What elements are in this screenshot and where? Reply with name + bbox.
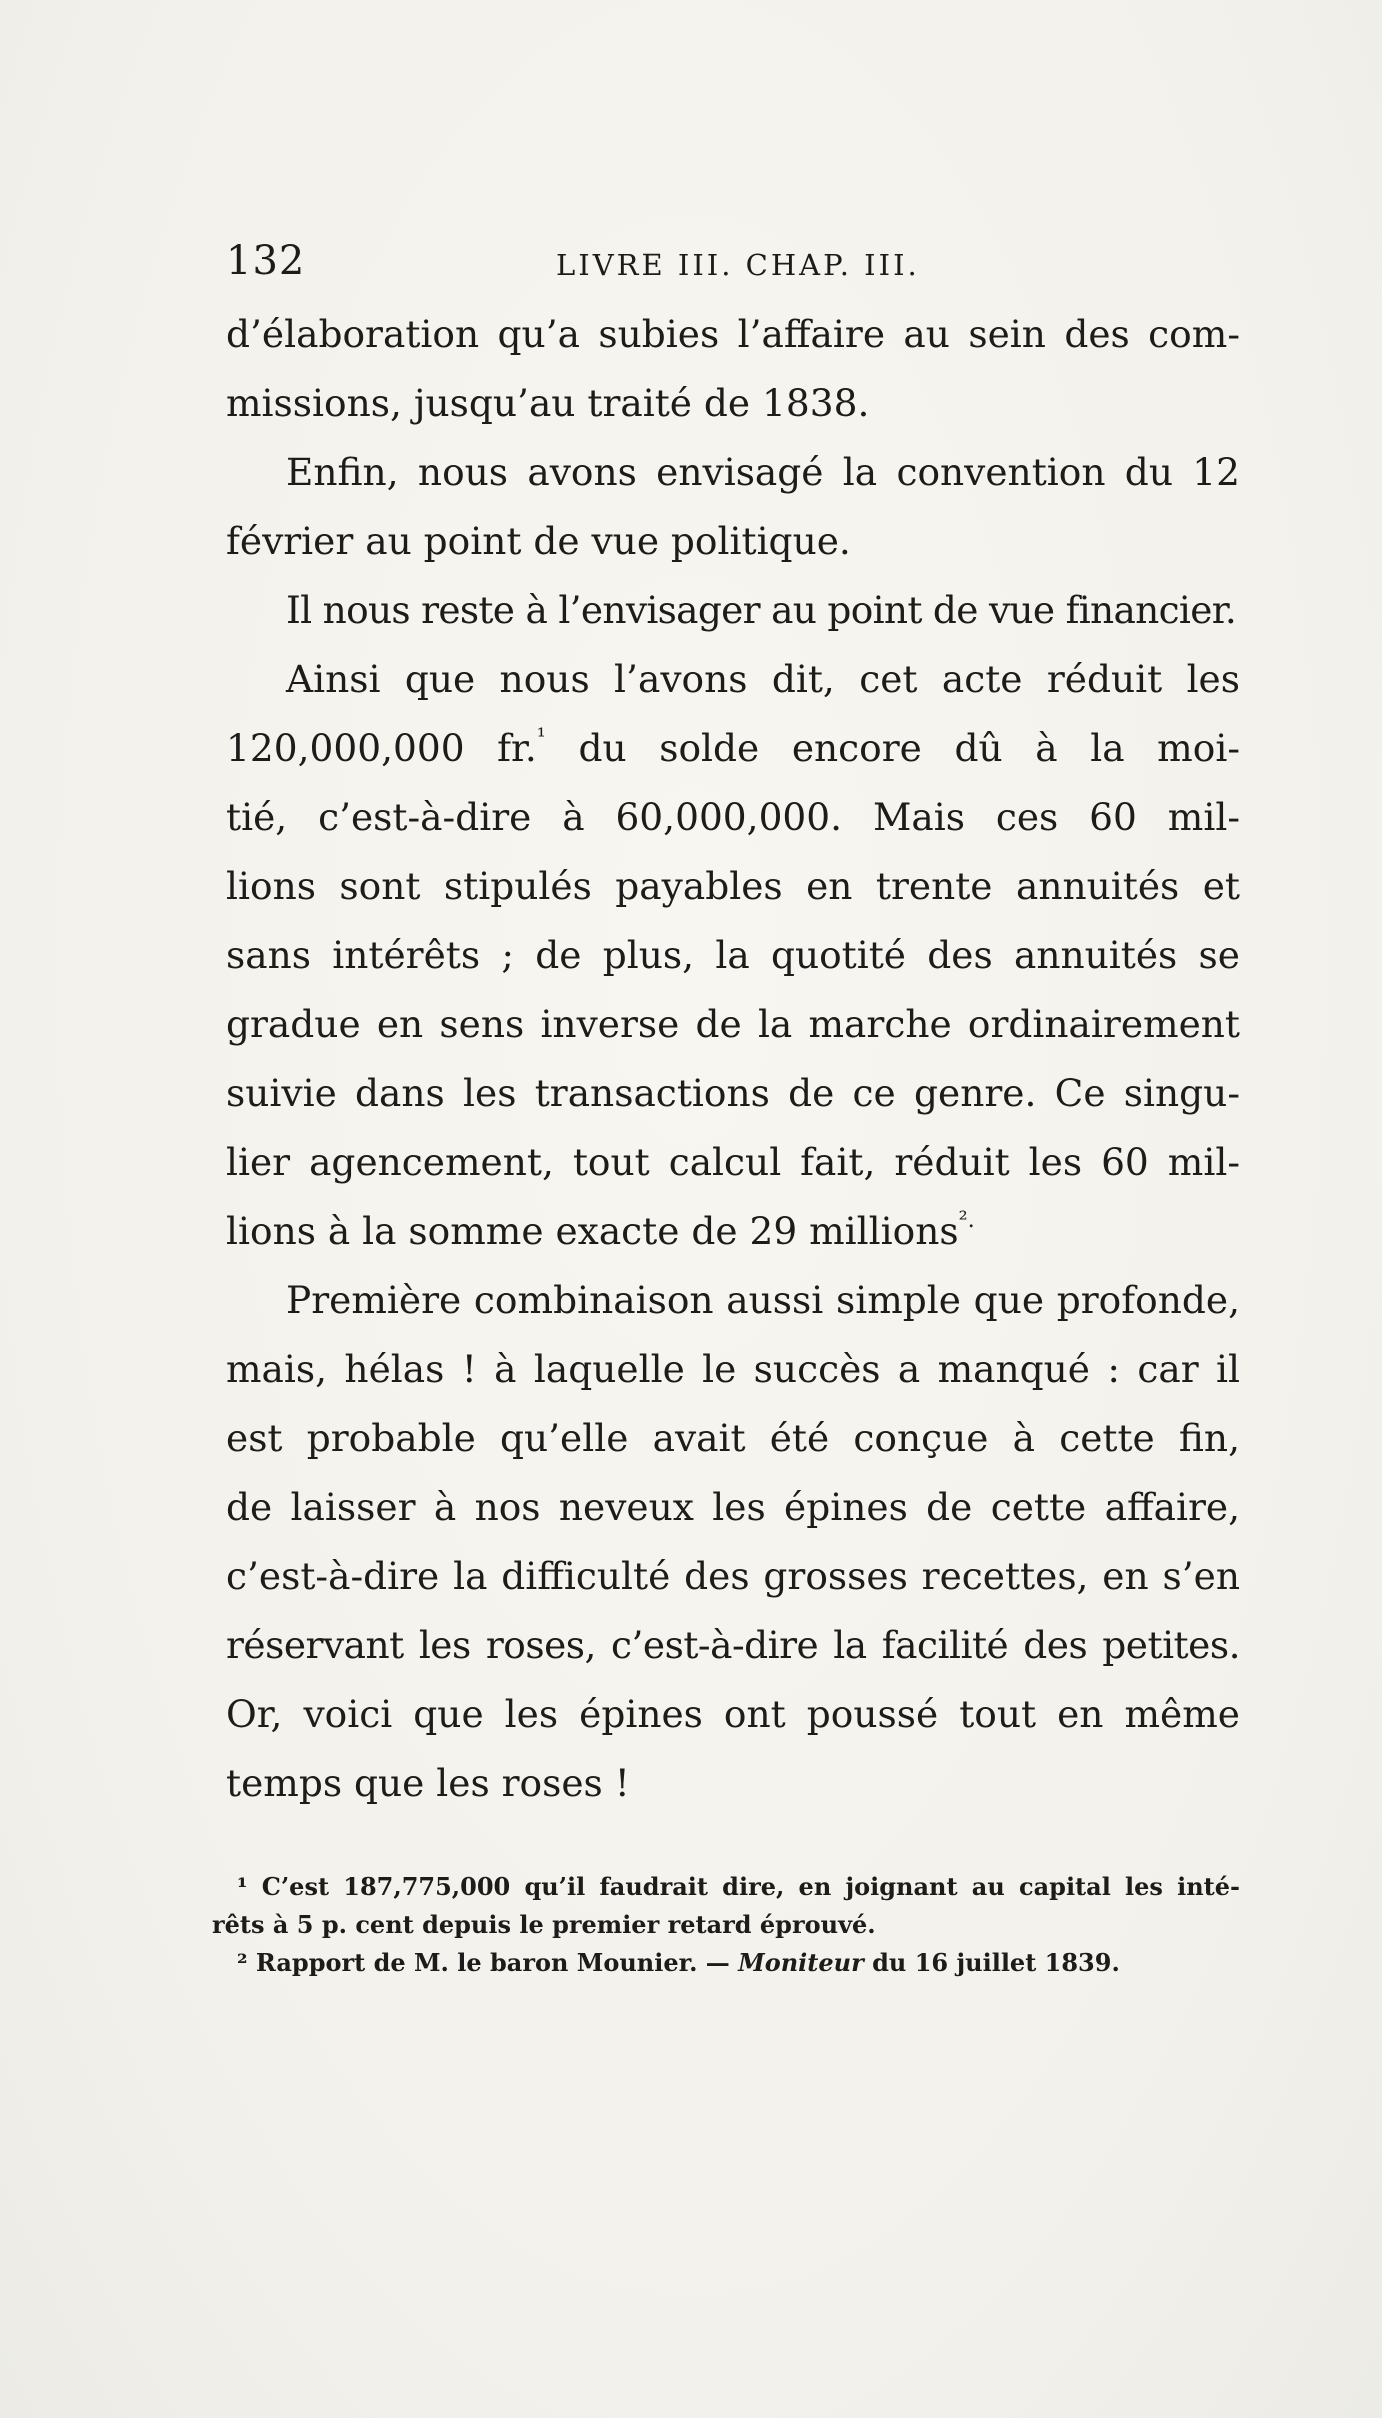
text-segment: lions à la somme exacte de 29 millions <box>226 1209 959 1253</box>
footnote-ref-1: ¹ <box>536 724 546 751</box>
text-line: lions sont stipulés payables en trente annuités et <box>226 864 1240 908</box>
text-line: Première combinaison aussi simple que profonde, <box>286 1278 1240 1322</box>
text-line: est probable qu’elle avait été conçue à cette fin, <box>226 1416 1240 1460</box>
body-text <box>226 300 1240 1818</box>
text-segment: 120,000,000 fr. <box>226 726 537 770</box>
text-line: temps que les roses ! <box>226 1761 630 1805</box>
text-line <box>226 1197 1240 1266</box>
text-line: février au point de vue politique. <box>226 519 851 563</box>
text-line: Ainsi que nous l’avons dit, cet acte réduit les <box>286 657 1240 701</box>
running-title: LIVRE III. CHAP. III. <box>556 248 920 282</box>
text-line: lier agencement, tout calcul fait, réduit les 60 mil- <box>226 1140 1240 1184</box>
text-line: missions, jusqu’au traité de 1838. <box>226 381 870 425</box>
text-line: mais, hélas ! à laquelle le succès a manqué : car il <box>226 1347 1240 1391</box>
footnote-2-journal: Moniteur <box>738 1948 864 1977</box>
page-number: 132 <box>226 238 306 284</box>
footnotes <box>212 1868 1240 1982</box>
text-line <box>226 714 1240 783</box>
text-line: Enfin, nous avons envisagé la convention du 12 <box>286 450 1240 494</box>
text-line: tié, c’est-à-dire à 60,000,000. Mais ces 60 mil- <box>226 795 1240 839</box>
footnote-1-line: rêts à 5 p. cent depuis le premier retard éprouvé. <box>212 1910 876 1939</box>
footnote-ref-2: ². <box>958 1207 975 1234</box>
text-line: c’est-à-dire la difficulté des grosses recettes, en s’en <box>226 1554 1240 1598</box>
footnote-1-line: ¹ C’est 187,775,000 qu’il faudrait dire, en joignant au capital les inté- <box>237 1872 1240 1901</box>
footnote-2 <box>212 1944 1240 1982</box>
text-segment: du solde encore dû à la moi- <box>545 726 1240 770</box>
text-line: Or, voici que les épines ont poussé tout en même <box>226 1692 1240 1736</box>
footnote-2-text: ² Rapport de M. le baron Mounier. — <box>237 1948 739 1977</box>
running-header <box>226 238 1240 298</box>
text-line: sans intérêts ; de plus, la quotité des annuités se <box>226 933 1240 977</box>
footnote-2-date: du 16 juillet 1839. <box>863 1948 1120 1977</box>
text-line: gradue en sens inverse de la marche ordinairement <box>226 1002 1240 1046</box>
text-line: suivie dans les transactions de ce genre. Ce singu- <box>226 1071 1240 1115</box>
text-line: d’élaboration qu’a subies l’affaire au sein des com- <box>226 312 1240 356</box>
text-line: de laisser à nos neveux les épines de cette affaire, <box>226 1485 1240 1529</box>
text-line: Il nous reste à l’envisager au point de vue financier. <box>286 588 1237 632</box>
text-line: réservant les roses, c’est-à-dire la facilité des petites. <box>226 1623 1240 1667</box>
